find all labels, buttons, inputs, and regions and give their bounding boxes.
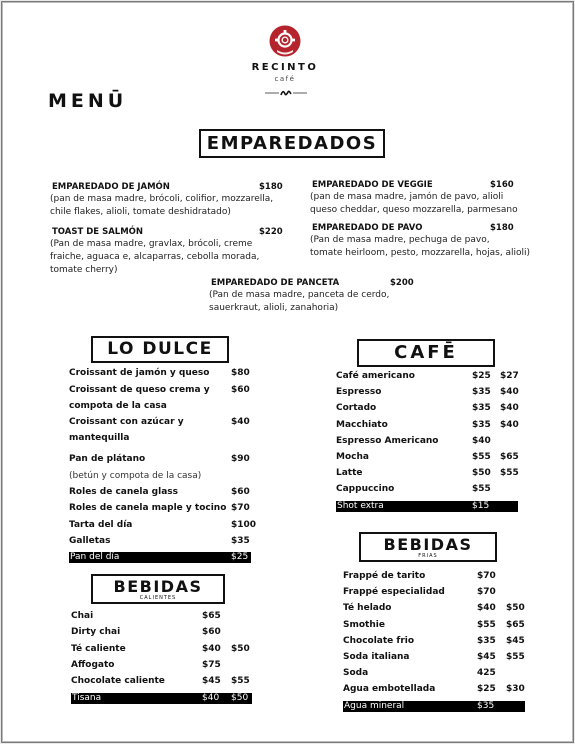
bebidas-frias-list [343, 571, 525, 717]
logo-subtitle: café [274, 75, 296, 83]
sandwich-name: EMPAREDADO DE VEGGIE [312, 180, 433, 190]
menu-row [343, 603, 525, 614]
item-name: Tisana [72, 692, 102, 703]
menu-row [336, 452, 518, 463]
bebidas-frias-title-box [359, 532, 497, 562]
item-price: $55 [472, 484, 491, 495]
item-price: $45 [477, 652, 496, 662]
menu-title: MENŪ [48, 90, 128, 112]
item-name: Macchiato [336, 419, 388, 430]
menu-row [336, 484, 518, 495]
item-name: Espresso [336, 387, 382, 398]
item-name: Chai [71, 611, 94, 621]
bebidas-calientes-title: BEBIDAS [113, 577, 203, 596]
item-price: $55 [500, 468, 519, 479]
item-price: $75 [202, 659, 221, 670]
sandwich-name: EMPAREDADO DE PAVO [312, 223, 423, 233]
sandwich-item [209, 277, 449, 315]
item-price: $65 [506, 619, 525, 630]
sandwich-desc-line: (pan de masa madre, brócoli, colifior, mozzarella, [50, 194, 274, 204]
item-price: $70 [477, 571, 496, 581]
bebidas-calientes-list [71, 611, 252, 707]
menu-row [69, 454, 251, 465]
item-name: compota de la casa [69, 400, 167, 411]
sandwich-price: $200 [390, 278, 414, 288]
sandwich-price: $180 [259, 182, 283, 192]
item-name: Croissant con azúcar y [69, 417, 184, 428]
sandwich-item [310, 179, 572, 217]
item-name: mantequilla [69, 433, 130, 444]
menu-row [71, 627, 252, 638]
sandwich-desc-line: (Pan de masa madre, panceta de cerdo, [209, 290, 390, 300]
item-price: $45 [506, 635, 525, 646]
item-price: $55 [477, 619, 496, 630]
bebidas-calientes-subtitle: CALIENTES [139, 595, 177, 601]
sandwich-desc-line: (Pan de masa madre, pechuga de pavo, [310, 235, 490, 245]
menu-row [71, 611, 252, 622]
item-price: $50 [472, 468, 491, 479]
item-name: Dirty chai [71, 627, 121, 638]
bebidas-frias-title: BEBIDAS [383, 535, 473, 554]
item-price: $35 [477, 700, 495, 711]
item-name: Pan de plátano [69, 454, 146, 465]
item-price: $40 [500, 419, 519, 430]
menu-row [69, 471, 251, 482]
menu-row [71, 676, 252, 687]
item-price: $55 [472, 452, 491, 462]
item-price: $30 [506, 684, 525, 695]
item-name: Agua mineral [344, 700, 405, 711]
menu-row [69, 519, 257, 531]
item-price: $80 [231, 368, 250, 378]
menu-row [343, 587, 525, 598]
menu-row [343, 668, 525, 679]
item-name: Tarta del día [69, 519, 133, 530]
sandwich-name: EMPAREDADO DE JAMÓN [52, 182, 170, 192]
menu-row [336, 387, 518, 398]
sandwich-desc-line: queso cheddar, queso mozzarella, parmesano [310, 205, 518, 215]
item-name: Soda [343, 668, 369, 679]
item-price: $70 [477, 587, 496, 598]
item-price: $65 [500, 452, 519, 462]
item-name: Espresso Americano [336, 435, 439, 446]
item-name: Roles de canela glass [69, 487, 178, 498]
item-price: $35 [231, 535, 250, 546]
sandwich-desc-line: (Pan de masa madre, gravlax, brócoli, creme [50, 239, 253, 249]
menu-row [69, 417, 251, 428]
item-price: $40 [477, 603, 496, 614]
item-price: $40 [472, 435, 491, 446]
menu-row [69, 385, 251, 396]
item-name: Latte [336, 468, 363, 479]
item-name: Soda italiana [343, 652, 410, 662]
menu-row [69, 401, 251, 412]
item-name: Smothie [343, 619, 385, 630]
menu-row [71, 644, 252, 655]
menu-row [69, 433, 251, 444]
item-price: $90 [231, 454, 250, 465]
item-name: Agua embotellada [343, 684, 436, 695]
item-price: $25 [477, 684, 496, 695]
diving-helmet-logo-icon [269, 25, 301, 57]
item-price: $45 [202, 676, 221, 687]
bebidas-frias-subtitle: FRIAS [418, 553, 438, 559]
emparedados-title-box [199, 129, 385, 158]
item-name: (betún y compota de la casa) [69, 470, 202, 481]
item-price: $15 [472, 500, 490, 511]
item-price: $65 [202, 611, 221, 621]
item-price: 425 [477, 668, 496, 679]
item-price: $55 [231, 676, 250, 687]
item-name: Pan del día [70, 551, 120, 562]
item-price: $60 [231, 487, 250, 498]
menu-row [343, 620, 525, 631]
menu-row [336, 436, 518, 447]
sandwich-desc-line: (pan de masa madre, jamón de pavo, alioli [310, 192, 504, 202]
item-price: $50 [231, 643, 250, 654]
menu-row [69, 487, 251, 498]
emparedados-title: EMPAREDADOS [206, 133, 378, 154]
item-name: Cortado [336, 403, 377, 414]
menu-row [71, 660, 252, 671]
sandwich-item [310, 222, 572, 260]
menu-row [336, 371, 518, 382]
menu-row [69, 536, 251, 547]
item-name: Té helado [343, 603, 392, 614]
menu-row [69, 368, 251, 379]
dulce-title-box [91, 336, 229, 363]
item-name: Mocha [336, 452, 369, 462]
item-price: $60 [231, 384, 250, 395]
item-name: Shot extra [337, 500, 384, 511]
sandwich-item [50, 181, 300, 219]
item-price: $40 [500, 403, 519, 414]
item-name: Croissant de jamón y queso [69, 368, 210, 378]
menu-row [69, 552, 251, 563]
logo-flourish-icon [264, 86, 308, 100]
item-name: Affogato [71, 659, 115, 670]
item-name: Frappé de tarito [343, 571, 426, 581]
menu-row [343, 571, 525, 582]
item-price: $35 [472, 387, 491, 398]
logo-wordmark: RECINTO [251, 62, 319, 73]
item-name: Cappuccino [336, 484, 395, 495]
item-price: $100 [231, 519, 257, 530]
item-name: Frappé especialidad [343, 587, 445, 598]
sandwich-price: $160 [490, 180, 514, 190]
sandwich-desc-line: fraiche, aguaca e, alcaparras, cebolla morada, [50, 252, 260, 262]
sandwich-desc-line: sauerkraut, alioli, zanahoria) [209, 303, 339, 313]
item-price: $35 [477, 635, 496, 646]
menu-row [343, 701, 525, 712]
item-price: $50 [506, 603, 525, 614]
item-name: Café americano [336, 371, 415, 381]
item-price: $60 [202, 627, 221, 638]
sandwich-item [50, 226, 300, 277]
item-price: $70 [231, 503, 250, 514]
menu-row [71, 693, 252, 704]
menu-row [343, 652, 525, 663]
item-price: $25 [231, 551, 249, 562]
sandwich-desc-line: tomate cherry) [50, 265, 118, 275]
bebidas-calientes-title-box [91, 574, 225, 604]
sandwich-price: $180 [490, 223, 514, 233]
menu-row [343, 636, 525, 647]
item-name: Chocolate caliente [71, 676, 165, 687]
menu-page [1, 1, 574, 743]
item-price: $40 [500, 387, 519, 398]
dulce-list [69, 368, 257, 564]
menu-row [336, 501, 518, 512]
menu-row [336, 468, 518, 479]
item-name: Té caliente [71, 643, 126, 654]
item-price: $40 [231, 417, 250, 428]
item-price: $35 [472, 419, 491, 430]
item-name: Chocolate frio [343, 635, 415, 646]
dulce-title: LO DULCE [107, 339, 213, 359]
cafe-title: CAFĒ [394, 342, 458, 363]
item-price: $27 [500, 371, 519, 381]
sandwich-name: EMPAREDADO DE PANCETA [211, 278, 340, 288]
item-price: $50 [231, 692, 249, 703]
cafe-list [336, 371, 518, 516]
item-name: Croissant de queso crema y [69, 384, 210, 395]
item-name: Galletas [69, 535, 111, 546]
sandwich-desc-line: tomate heirloom, pesto, mozzarella, hojas, alioli) [310, 248, 531, 258]
item-price: $25 [472, 371, 491, 381]
item-price: $40 [202, 643, 221, 654]
item-price: $35 [472, 403, 491, 414]
menu-row [69, 503, 251, 514]
item-price: $55 [506, 652, 525, 662]
sandwich-desc-line: chile flakes, alioli, tomate deshidratado) [50, 207, 231, 217]
menu-row [343, 684, 525, 695]
sandwich-name: TOAST DE SALMÓN [52, 227, 143, 237]
item-name: Roles de canela maple y tocino [69, 503, 227, 514]
cafe-title-box [357, 339, 495, 367]
menu-row [336, 403, 518, 414]
menu-row [336, 420, 518, 431]
sandwich-price: $220 [259, 227, 283, 237]
item-price: $40 [202, 692, 220, 703]
